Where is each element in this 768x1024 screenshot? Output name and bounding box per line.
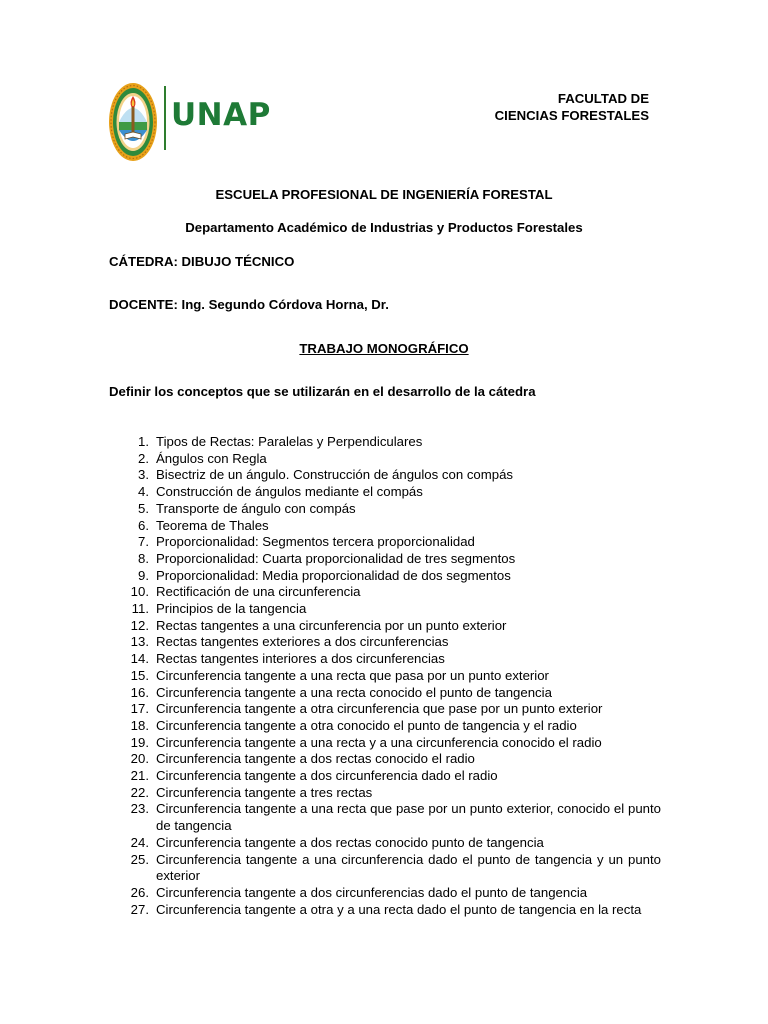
list-item-number: 26. <box>130 884 149 900</box>
list-item-text: Circunferencia tangente a dos rectas conocido el radio <box>156 751 475 767</box>
list-item <box>109 651 661 668</box>
document-title: TRABAJO MONOGRÁFICO <box>299 341 469 356</box>
list-item-number: 22. <box>130 784 149 800</box>
list-item-text: Tipos de Rectas: Paralelas y Perpendiculares <box>156 434 423 449</box>
list-item-text: Proporcionalidad: Cuarta proporcionalidad de tres segmentos <box>156 550 516 566</box>
list-item-number: 4. <box>138 484 149 500</box>
list-item-number: 17. <box>130 701 149 717</box>
list-item-text: Proporcionalidad: Segmentos tercera proporcionalidad <box>156 534 475 550</box>
list-item-text: Circunferencia tangente a una recta que pase por un punto exterior, conocido el punto de tangencia <box>156 801 661 834</box>
list-item-number: 15. <box>130 667 149 683</box>
list-item <box>109 835 661 852</box>
list-item-number: 10. <box>130 584 149 600</box>
department-heading: Departamento Académico de Industrias y Productos Forestales <box>185 220 583 235</box>
list-item-number: 20. <box>130 751 149 767</box>
list-item-number: 16. <box>130 684 149 700</box>
list-item-text: Circunferencia tangente a otra y a una recta dado el punto de tangencia en la recta <box>156 901 642 917</box>
list-item-number: 3. <box>138 467 149 483</box>
faculty-line-1: FACULTAD DE <box>557 91 649 106</box>
list-item-text: Circunferencia tangente a dos rectas conocido punto de tangencia <box>156 834 544 850</box>
list-item-text: Circunferencia tangente a otra conocido el punto de tangencia y el radio <box>156 717 577 733</box>
topic-list <box>109 434 661 918</box>
list-item-number: 23. <box>130 801 149 817</box>
list-item-number: 21. <box>130 768 149 784</box>
list-item <box>109 885 661 902</box>
list-item-text: Circunferencia tangente a una recta conocido el punto de tangencia <box>156 684 552 700</box>
logo-divider <box>164 86 166 150</box>
list-item-number: 18. <box>130 717 149 733</box>
university-seal-icon <box>108 82 158 162</box>
list-item <box>109 634 661 651</box>
list-item-text: Principios de la tangencia <box>156 601 307 617</box>
faculty-name <box>495 90 649 124</box>
list-item <box>109 601 661 618</box>
list-item-number: 9. <box>138 567 149 583</box>
school-heading: ESCUELA PROFESIONAL DE INGENIERÍA FORESTAL <box>215 187 553 202</box>
list-item <box>109 518 661 535</box>
catedra-line: CÁTEDRA: DIBUJO TÉCNICO <box>109 254 295 269</box>
list-item-number: 5. <box>138 500 149 516</box>
list-item <box>109 451 661 468</box>
list-item <box>109 768 661 785</box>
brand-name: UNAP <box>171 97 271 133</box>
list-item-text: Circunferencia tangente a una recta y a una circunferencia conocido el radio <box>156 734 602 750</box>
list-item-text: Circunferencia tangente a tres rectas <box>156 784 373 800</box>
list-item-number: 19. <box>130 734 149 750</box>
list-item-number: 11. <box>131 601 149 617</box>
list-item-text: Bisectriz de un ángulo. Construcción de ángulos con compás <box>156 467 514 483</box>
list-item <box>109 668 661 685</box>
list-item-text: Ángulos con Regla <box>156 450 267 466</box>
list-item <box>109 501 661 518</box>
list-item-text: Rectificación de una circunferencia <box>156 584 361 600</box>
list-item-number: 24. <box>130 834 149 850</box>
list-item <box>109 902 661 919</box>
list-item-text: Construcción de ángulos mediante el compás <box>156 484 423 500</box>
list-item-number: 7. <box>138 534 149 550</box>
list-item <box>109 718 661 735</box>
list-item <box>109 618 661 635</box>
list-item-text: Circunferencia tangente a dos circunferencia dado el radio <box>156 768 498 784</box>
list-item-text: Rectas tangentes a una circunferencia por un punto exterior <box>156 617 507 633</box>
list-item-text: Proporcionalidad: Media proporcionalidad de dos segmentos <box>156 567 511 583</box>
list-item-number: 12. <box>130 617 149 633</box>
list-item <box>109 551 661 568</box>
list-item <box>109 751 661 768</box>
list-item-text: Rectas tangentes interiores a dos circunferencias <box>156 651 445 667</box>
list-item-number: 14. <box>130 651 149 667</box>
list-item <box>109 467 661 484</box>
list-item-text: Circunferencia tangente a otra circunferencia que pase por un punto exterior <box>156 701 603 717</box>
list-item-number: 1. <box>138 434 149 449</box>
list-item <box>109 534 661 551</box>
list-item <box>109 852 661 885</box>
list-item-number: 25. <box>130 851 149 867</box>
list-item-number: 13. <box>130 634 149 650</box>
docente-line: DOCENTE: Ing. Segundo Córdova Horna, Dr. <box>109 297 389 312</box>
list-item <box>109 735 661 752</box>
list-item-number: 2. <box>138 450 149 466</box>
list-item-text: Circunferencia tangente a una recta que pasa por un punto exterior <box>156 667 549 683</box>
list-item <box>109 568 661 585</box>
list-item-text: Transporte de ángulo con compás <box>156 500 356 516</box>
list-item <box>109 484 661 501</box>
list-item <box>109 801 661 834</box>
list-item <box>109 434 661 451</box>
list-item-text: Rectas tangentes exteriores a dos circunferencias <box>156 634 449 650</box>
list-item <box>109 701 661 718</box>
faculty-line-2: CIENCIAS FORESTALES <box>494 108 649 123</box>
instruction-text: Definir los conceptos que se utilizarán en el desarrollo de la cátedra <box>109 384 536 399</box>
list-item <box>109 584 661 601</box>
list-item-text: Circunferencia tangente a dos circunferencias dado el punto de tangencia <box>156 884 588 900</box>
list-item-number: 6. <box>138 517 149 533</box>
list-item-text: Circunferencia tangente a una circunferencia dado el punto de tangencia y un punto exterior <box>156 851 661 884</box>
list-item-text: Teorema de Thales <box>156 517 269 533</box>
list-item <box>109 785 661 802</box>
list-item <box>109 685 661 702</box>
list-item-number: 8. <box>138 550 149 566</box>
list-item-number: 27. <box>130 901 149 917</box>
